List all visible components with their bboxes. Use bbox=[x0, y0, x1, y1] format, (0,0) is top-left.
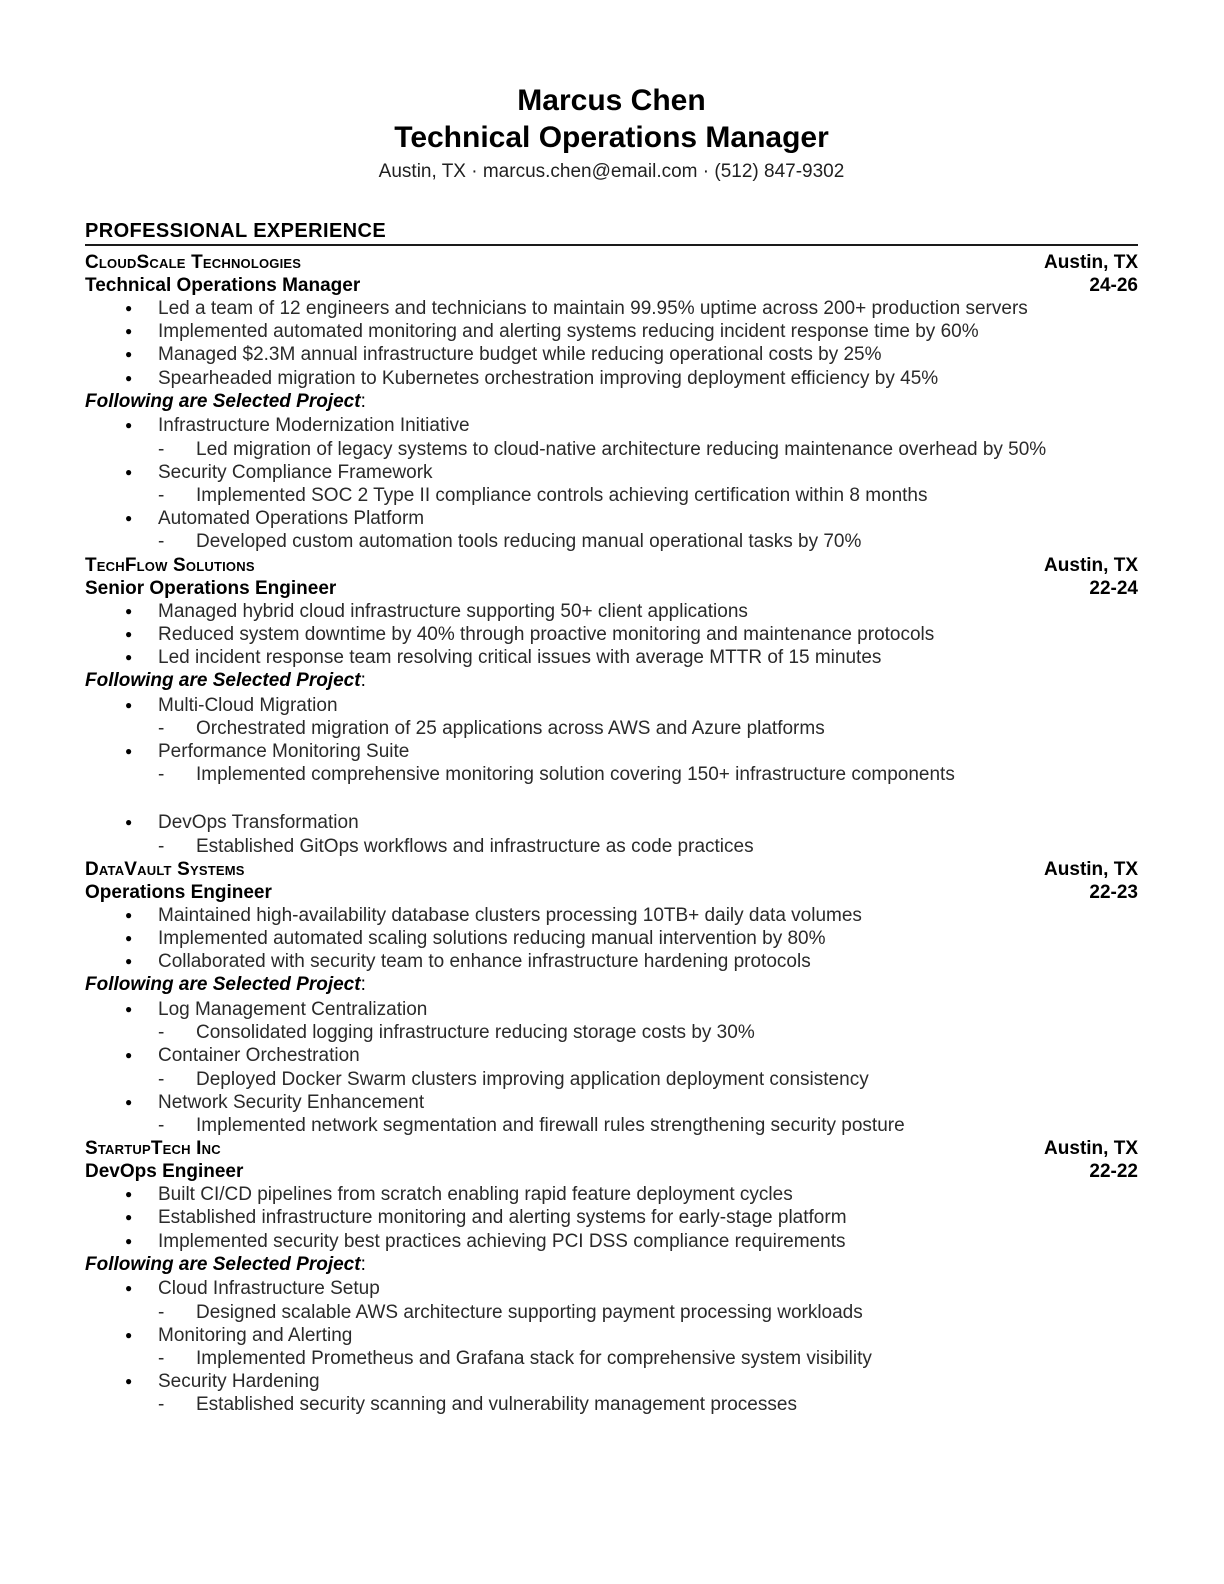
experience-bullet bbox=[85, 297, 1138, 320]
bullet-dot-icon: ● bbox=[125, 1281, 133, 1296]
bullet-text: Built CI/CD pipelines from scratch enabling rapid feature deployment cycles bbox=[158, 1184, 793, 1206]
company-name: DataVault Systems bbox=[85, 858, 245, 880]
job-entry bbox=[85, 1137, 1138, 1416]
bullet-dot-icon: ● bbox=[125, 603, 133, 618]
job-entry bbox=[85, 554, 1138, 858]
project-detail: Implemented SOC 2 Type II compliance controls achieving certification within 8 months bbox=[196, 484, 928, 506]
section-title-professional-experience: PROFESSIONAL EXPERIENCE bbox=[85, 219, 1138, 246]
project-detail-row bbox=[85, 484, 1138, 507]
project-entry bbox=[85, 1324, 1138, 1370]
experience-bullet bbox=[85, 1206, 1138, 1229]
projects-list bbox=[85, 694, 1138, 858]
experience-bullet bbox=[85, 1183, 1138, 1206]
job-dates: 22-23 bbox=[1089, 881, 1138, 903]
job-bullet-list bbox=[85, 600, 1138, 670]
project-name-row bbox=[85, 694, 1138, 717]
project-detail-row bbox=[85, 763, 1138, 786]
job-role-row bbox=[85, 1160, 1138, 1183]
project-detail-row bbox=[85, 717, 1138, 740]
bullet-dot-icon: ● bbox=[125, 744, 133, 759]
bullet-dot-icon: ● bbox=[125, 1048, 133, 1063]
project-detail: Designed scalable AWS architecture supporting payment processing workloads bbox=[196, 1301, 863, 1323]
bullet-text: Spearheaded migration to Kubernetes orchestration improving deployment efficiency by 45% bbox=[158, 367, 939, 389]
project-entry bbox=[85, 461, 1138, 507]
projects-list bbox=[85, 998, 1138, 1137]
job-role-row bbox=[85, 274, 1138, 297]
project-entry bbox=[85, 507, 1138, 553]
company-location: Austin, TX bbox=[1044, 858, 1138, 880]
bullet-dot-icon: ● bbox=[125, 1094, 133, 1109]
bullet-text: Managed hybrid cloud infrastructure supporting 50+ client applications bbox=[158, 600, 748, 622]
experience-bullet bbox=[85, 1230, 1138, 1253]
job-company-row bbox=[85, 554, 1138, 577]
job-entry bbox=[85, 858, 1138, 1137]
selected-projects-label: Following are Selected Project: bbox=[85, 670, 366, 692]
experience-bullet bbox=[85, 950, 1138, 973]
project-name: Multi-Cloud Migration bbox=[158, 694, 338, 716]
project-name: Infrastructure Modernization Initiative bbox=[158, 415, 470, 437]
job-title: Senior Operations Engineer bbox=[85, 577, 337, 599]
project-name: Security Compliance Framework bbox=[158, 461, 433, 483]
selected-projects-label: Following are Selected Project: bbox=[85, 390, 366, 412]
bullet-dot-icon: ● bbox=[125, 511, 133, 526]
dash-icon: - bbox=[158, 764, 165, 786]
company-location: Austin, TX bbox=[1044, 252, 1138, 273]
bullet-text: Maintained high-availability database clusters processing 10TB+ daily data volumes bbox=[158, 904, 862, 926]
project-entry bbox=[85, 1277, 1138, 1323]
job-company-row bbox=[85, 1137, 1138, 1160]
project-name-row bbox=[85, 1370, 1138, 1393]
dash-icon: - bbox=[158, 835, 165, 857]
project-entry bbox=[85, 1044, 1138, 1090]
project-entry bbox=[85, 1091, 1138, 1137]
bullet-dot-icon: ● bbox=[125, 697, 133, 712]
project-name-row bbox=[85, 1044, 1138, 1067]
job-dates: 24-26 bbox=[1089, 275, 1138, 296]
selected-projects-label: Following are Selected Project: bbox=[85, 974, 366, 996]
dash-icon: - bbox=[158, 1301, 165, 1323]
company-name: TechFlow Solutions bbox=[85, 554, 255, 576]
project-name: DevOps Transformation bbox=[158, 812, 359, 834]
bullet-dot-icon: ● bbox=[125, 324, 133, 339]
projects-list bbox=[85, 414, 1138, 553]
company-name: StartupTech Inc bbox=[85, 1138, 221, 1160]
resume-header bbox=[85, 82, 1138, 185]
project-detail-row bbox=[85, 530, 1138, 553]
bullet-text: Led incident response team resolving critical issues with average MTTR of 15 minutes bbox=[158, 646, 882, 668]
company-location: Austin, TX bbox=[1044, 554, 1138, 576]
project-name-row bbox=[85, 461, 1138, 484]
job-dates: 22-24 bbox=[1089, 577, 1138, 599]
bullet-dot-icon: ● bbox=[125, 464, 133, 479]
project-name-row bbox=[85, 740, 1138, 763]
experience-bullet bbox=[85, 646, 1138, 669]
job-bullet-list bbox=[85, 297, 1138, 390]
contact-line: Austin, TX · marcus.chen@email.com · (512) 847-9302 bbox=[378, 161, 845, 182]
project-entry bbox=[85, 998, 1138, 1044]
bullet-dot-icon: ● bbox=[125, 347, 133, 362]
bullet-dot-icon: ● bbox=[125, 1327, 133, 1342]
project-detail: Consolidated logging infrastructure reducing storage costs by 30% bbox=[196, 1022, 755, 1044]
experience-bullet bbox=[85, 320, 1138, 343]
bullet-dot-icon: ● bbox=[125, 1001, 133, 1016]
project-detail-row bbox=[85, 438, 1138, 461]
bullet-text: Led a team of 12 engineers and technicians to maintain 99.95% uptime across 200+ production servers bbox=[158, 298, 1028, 319]
project-name: Log Management Centralization bbox=[158, 998, 428, 1020]
project-detail-row bbox=[85, 1068, 1138, 1091]
bullet-text: Reduced system downtime by 40% through proactive monitoring and maintenance protocols bbox=[158, 623, 935, 645]
experience-bullet bbox=[85, 623, 1138, 646]
project-name: Security Hardening bbox=[158, 1371, 320, 1393]
dash-icon: - bbox=[158, 484, 165, 506]
job-dates: 22-22 bbox=[1089, 1161, 1138, 1183]
candidate-title: Technical Operations Manager bbox=[394, 121, 829, 154]
bullet-text: Collaborated with security team to enhance infrastructure hardening protocols bbox=[158, 951, 811, 973]
bullet-dot-icon: ● bbox=[125, 1233, 133, 1248]
dash-icon: - bbox=[158, 531, 165, 553]
bullet-dot-icon: ● bbox=[125, 626, 133, 641]
bullet-text: Managed $2.3M annual infrastructure budget while reducing operational costs by 25% bbox=[158, 344, 882, 366]
project-entry bbox=[85, 694, 1138, 740]
projects-list bbox=[85, 1277, 1138, 1416]
dash-icon: - bbox=[158, 1068, 165, 1090]
project-detail-row bbox=[85, 835, 1138, 858]
dash-icon: - bbox=[158, 1114, 165, 1136]
project-name-row bbox=[85, 1324, 1138, 1347]
bullet-dot-icon: ● bbox=[125, 370, 133, 385]
dash-icon: - bbox=[158, 717, 165, 739]
job-bullet-list bbox=[85, 904, 1138, 974]
project-entry bbox=[85, 740, 1138, 786]
bullet-dot-icon: ● bbox=[125, 1187, 133, 1202]
job-company-row bbox=[85, 251, 1138, 274]
project-name: Automated Operations Platform bbox=[158, 508, 425, 530]
project-detail: Implemented network segmentation and firewall rules strengthening security posture bbox=[196, 1114, 905, 1136]
candidate-name: Marcus Chen bbox=[517, 84, 706, 117]
project-name: Network Security Enhancement bbox=[158, 1091, 425, 1113]
project-name-row bbox=[85, 507, 1138, 530]
experience-bullet bbox=[85, 367, 1138, 390]
dash-icon: - bbox=[158, 1022, 165, 1044]
project-detail: Established GitOps workflows and infrastructure as code practices bbox=[196, 835, 754, 857]
project-name: Container Orchestration bbox=[158, 1045, 360, 1067]
bullet-dot-icon: ● bbox=[125, 1374, 133, 1389]
dash-icon: - bbox=[158, 1347, 165, 1369]
project-name-row bbox=[85, 1091, 1138, 1114]
bullet-dot-icon: ● bbox=[125, 931, 133, 946]
project-name-row bbox=[85, 998, 1138, 1021]
project-detail-row bbox=[85, 1114, 1138, 1137]
project-detail: Orchestrated migration of 25 applications across AWS and Azure platforms bbox=[196, 717, 825, 739]
bullet-dot-icon: ● bbox=[125, 1210, 133, 1225]
project-entry bbox=[85, 414, 1138, 460]
company-name: CloudScale Technologies bbox=[85, 252, 302, 273]
project-name-row bbox=[85, 811, 1138, 834]
project-detail: Established security scanning and vulnerability management processes bbox=[196, 1394, 797, 1416]
project-detail-row bbox=[85, 1393, 1138, 1416]
bullet-dot-icon: ● bbox=[125, 301, 133, 315]
project-detail: Developed custom automation tools reducing manual operational tasks by 70% bbox=[196, 531, 862, 553]
experience-bullet bbox=[85, 927, 1138, 950]
project-name-row bbox=[85, 1277, 1138, 1300]
project-detail: Led migration of legacy systems to cloud-native architecture reducing maintenance overhead by 50% bbox=[196, 438, 1047, 460]
project-detail: Deployed Docker Swarm clusters improving application deployment consistency bbox=[196, 1068, 869, 1090]
bullet-text: Implemented security best practices achieving PCI DSS compliance requirements bbox=[158, 1230, 846, 1252]
project-entry bbox=[85, 1370, 1138, 1416]
project-name: Performance Monitoring Suite bbox=[158, 741, 410, 763]
project-name-row bbox=[85, 414, 1138, 437]
job-role-row bbox=[85, 577, 1138, 600]
job-title: Operations Engineer bbox=[85, 881, 272, 903]
project-detail: Implemented Prometheus and Grafana stack for comprehensive system visibility bbox=[196, 1347, 872, 1369]
bullet-dot-icon: ● bbox=[125, 907, 133, 922]
project-name: Monitoring and Alerting bbox=[158, 1324, 353, 1346]
bullet-dot-icon: ● bbox=[125, 954, 133, 969]
bullet-text: Implemented automated scaling solutions reducing manual intervention by 80% bbox=[158, 928, 826, 950]
project-detail: Implemented comprehensive monitoring solution covering 150+ infrastructure components bbox=[196, 764, 955, 786]
company-location: Austin, TX bbox=[1044, 1138, 1138, 1160]
project-entry bbox=[85, 811, 1138, 857]
dash-icon: - bbox=[158, 1394, 165, 1416]
job-title: DevOps Engineer bbox=[85, 1161, 244, 1183]
project-detail-row bbox=[85, 1021, 1138, 1044]
job-bullet-list bbox=[85, 1183, 1138, 1253]
bullet-dot-icon: ● bbox=[125, 649, 133, 664]
experience-bullet bbox=[85, 343, 1138, 366]
bullet-text: Established infrastructure monitoring and alerting systems for early-stage platform bbox=[158, 1207, 847, 1229]
project-name: Cloud Infrastructure Setup bbox=[158, 1278, 380, 1300]
experience-bullet bbox=[85, 904, 1138, 927]
project-detail-row bbox=[85, 1301, 1138, 1324]
selected-projects-label: Following are Selected Project: bbox=[85, 1253, 366, 1275]
bullet-dot-icon: ● bbox=[125, 418, 133, 433]
bullet-text: Implemented automated monitoring and alerting systems reducing incident response time by 60% bbox=[158, 321, 979, 343]
bullet-dot-icon: ● bbox=[125, 815, 133, 830]
job-role-row bbox=[85, 881, 1138, 904]
dash-icon: - bbox=[158, 438, 165, 460]
job-company-row bbox=[85, 858, 1138, 881]
experience-bullet bbox=[85, 600, 1138, 623]
job-title: Technical Operations Manager bbox=[85, 275, 361, 296]
jobs-list bbox=[85, 251, 1138, 1417]
project-detail-row bbox=[85, 1347, 1138, 1370]
job-entry bbox=[85, 251, 1138, 554]
